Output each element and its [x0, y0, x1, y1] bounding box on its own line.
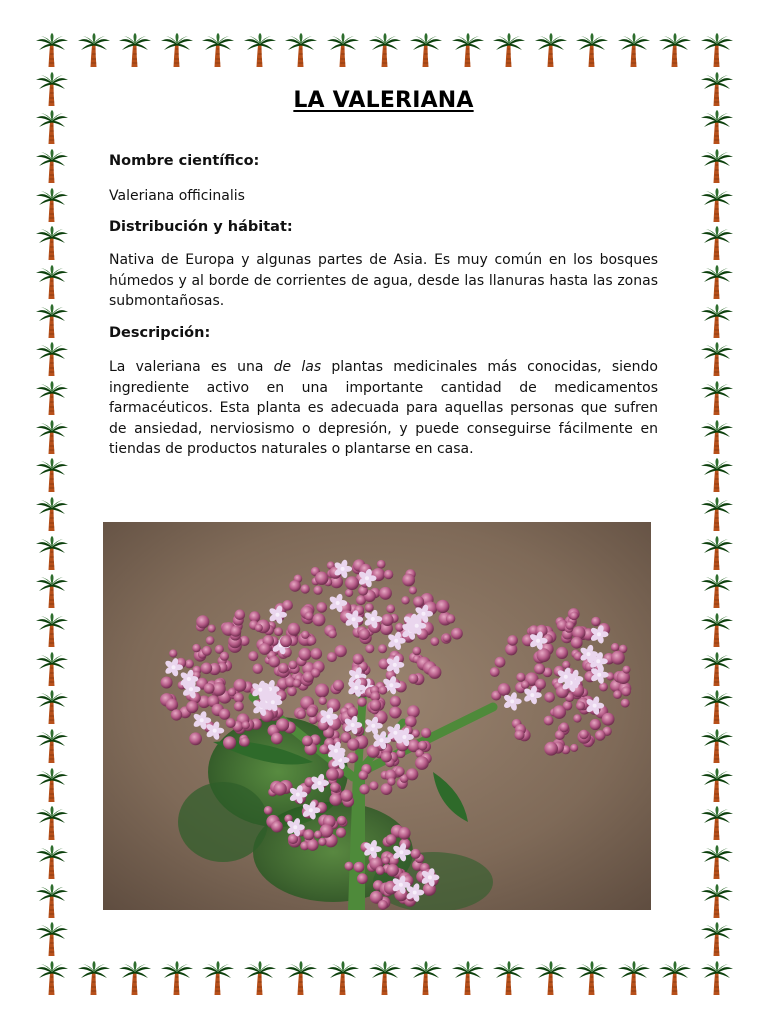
palm-tree-icon	[35, 612, 69, 648]
palm-tree-icon	[700, 148, 734, 184]
palm-tree-icon	[658, 32, 692, 68]
palm-tree-icon	[35, 148, 69, 184]
palm-tree-icon	[243, 960, 277, 996]
description-text-end: plantas medicinales más conocidas, siendo ingrediente activo en una importante cantidad de medicamentos farmacéuticos. Esta planta es adecuada para aquellas personas que sufren de ansiedad, nerviosismo o depresión, y puede conseguirse fácilmente en tiendas de productos naturales o plantarse en casa.	[109, 359, 658, 457]
palm-tree-icon	[35, 225, 69, 261]
section-heading-distribution: Distribución y hábitat:	[109, 219, 293, 235]
palm-tree-icon	[35, 883, 69, 919]
palm-tree-icon	[700, 341, 734, 377]
palm-tree-icon	[492, 32, 526, 68]
palm-tree-icon	[700, 921, 734, 957]
palm-tree-icon	[700, 651, 734, 687]
palm-tree-icon	[700, 32, 734, 68]
valerian-flower-photo	[103, 522, 651, 910]
palm-tree-icon	[326, 32, 360, 68]
palm-tree-icon	[658, 960, 692, 996]
palm-tree-icon	[35, 960, 69, 996]
palm-tree-icon	[700, 767, 734, 803]
scientific-name-text: Valeriana officinalis	[109, 188, 245, 204]
palm-tree-icon	[35, 457, 69, 493]
distribution-text: Nativa de Europa y algunas partes de Asia. Es muy común en los bosques húmedos y al borde de corrientes de agua, desde las llanuras hasta las zonas submontañosas.	[109, 252, 658, 309]
palm-tree-icon	[700, 380, 734, 416]
palm-tree-icon	[35, 341, 69, 377]
palm-tree-icon	[201, 32, 235, 68]
palm-tree-icon	[35, 573, 69, 609]
palm-tree-icon	[534, 32, 568, 68]
palm-tree-icon	[368, 32, 402, 68]
palm-tree-icon	[35, 535, 69, 571]
palm-tree-icon	[118, 960, 152, 996]
palm-tree-icon	[700, 419, 734, 455]
palm-tree-icon	[409, 32, 443, 68]
description-text-italic: de las	[273, 359, 322, 375]
palm-tree-icon	[700, 187, 734, 223]
palm-tree-icon	[700, 612, 734, 648]
palm-tree-icon	[575, 32, 609, 68]
palm-tree-icon	[35, 419, 69, 455]
section-heading-description: Descripción:	[109, 325, 211, 341]
palm-tree-icon	[700, 728, 734, 764]
palm-tree-icon	[35, 921, 69, 957]
palm-tree-icon	[284, 32, 318, 68]
palm-tree-icon	[700, 109, 734, 145]
palm-tree-icon	[700, 264, 734, 300]
palm-tree-icon	[77, 960, 111, 996]
palm-tree-icon	[35, 264, 69, 300]
page-title: LA VALERIANA	[293, 88, 474, 113]
palm-tree-icon	[35, 767, 69, 803]
palm-tree-icon	[35, 187, 69, 223]
palm-tree-icon	[201, 960, 235, 996]
palm-tree-icon	[35, 805, 69, 841]
palm-tree-icon	[700, 573, 734, 609]
palm-tree-icon	[160, 960, 194, 996]
palm-tree-icon	[700, 457, 734, 493]
palm-tree-icon	[118, 32, 152, 68]
section-heading-scientific-name: Nombre científico:	[109, 153, 260, 169]
palm-tree-icon	[700, 883, 734, 919]
palm-tree-icon	[700, 303, 734, 339]
palm-tree-icon	[700, 805, 734, 841]
palm-tree-icon	[35, 844, 69, 880]
palm-tree-icon	[617, 960, 651, 996]
palm-tree-icon	[700, 496, 734, 532]
palm-tree-icon	[451, 32, 485, 68]
palm-tree-icon	[700, 844, 734, 880]
palm-tree-icon	[700, 71, 734, 107]
palm-tree-icon	[575, 960, 609, 996]
palm-tree-icon	[35, 71, 69, 107]
palm-tree-icon	[534, 960, 568, 996]
palm-tree-icon	[35, 303, 69, 339]
palm-tree-icon	[326, 960, 360, 996]
palm-tree-icon	[35, 689, 69, 725]
palm-tree-icon	[35, 728, 69, 764]
palm-tree-icon	[451, 960, 485, 996]
palm-tree-icon	[617, 32, 651, 68]
description-text-start: La valeriana es una	[109, 359, 274, 375]
palm-tree-icon	[35, 496, 69, 532]
palm-tree-icon	[35, 651, 69, 687]
palm-tree-icon	[35, 380, 69, 416]
palm-tree-icon	[700, 535, 734, 571]
palm-tree-icon	[700, 225, 734, 261]
palm-tree-icon	[160, 32, 194, 68]
description-text	[109, 357, 658, 460]
palm-tree-icon	[409, 960, 443, 996]
palm-tree-icon	[368, 960, 402, 996]
palm-tree-icon	[35, 109, 69, 145]
palm-tree-icon	[77, 32, 111, 68]
palm-tree-icon	[492, 960, 526, 996]
palm-tree-icon	[243, 32, 277, 68]
palm-tree-icon	[35, 32, 69, 68]
palm-tree-icon	[700, 689, 734, 725]
palm-tree-icon	[700, 960, 734, 996]
palm-tree-icon	[284, 960, 318, 996]
